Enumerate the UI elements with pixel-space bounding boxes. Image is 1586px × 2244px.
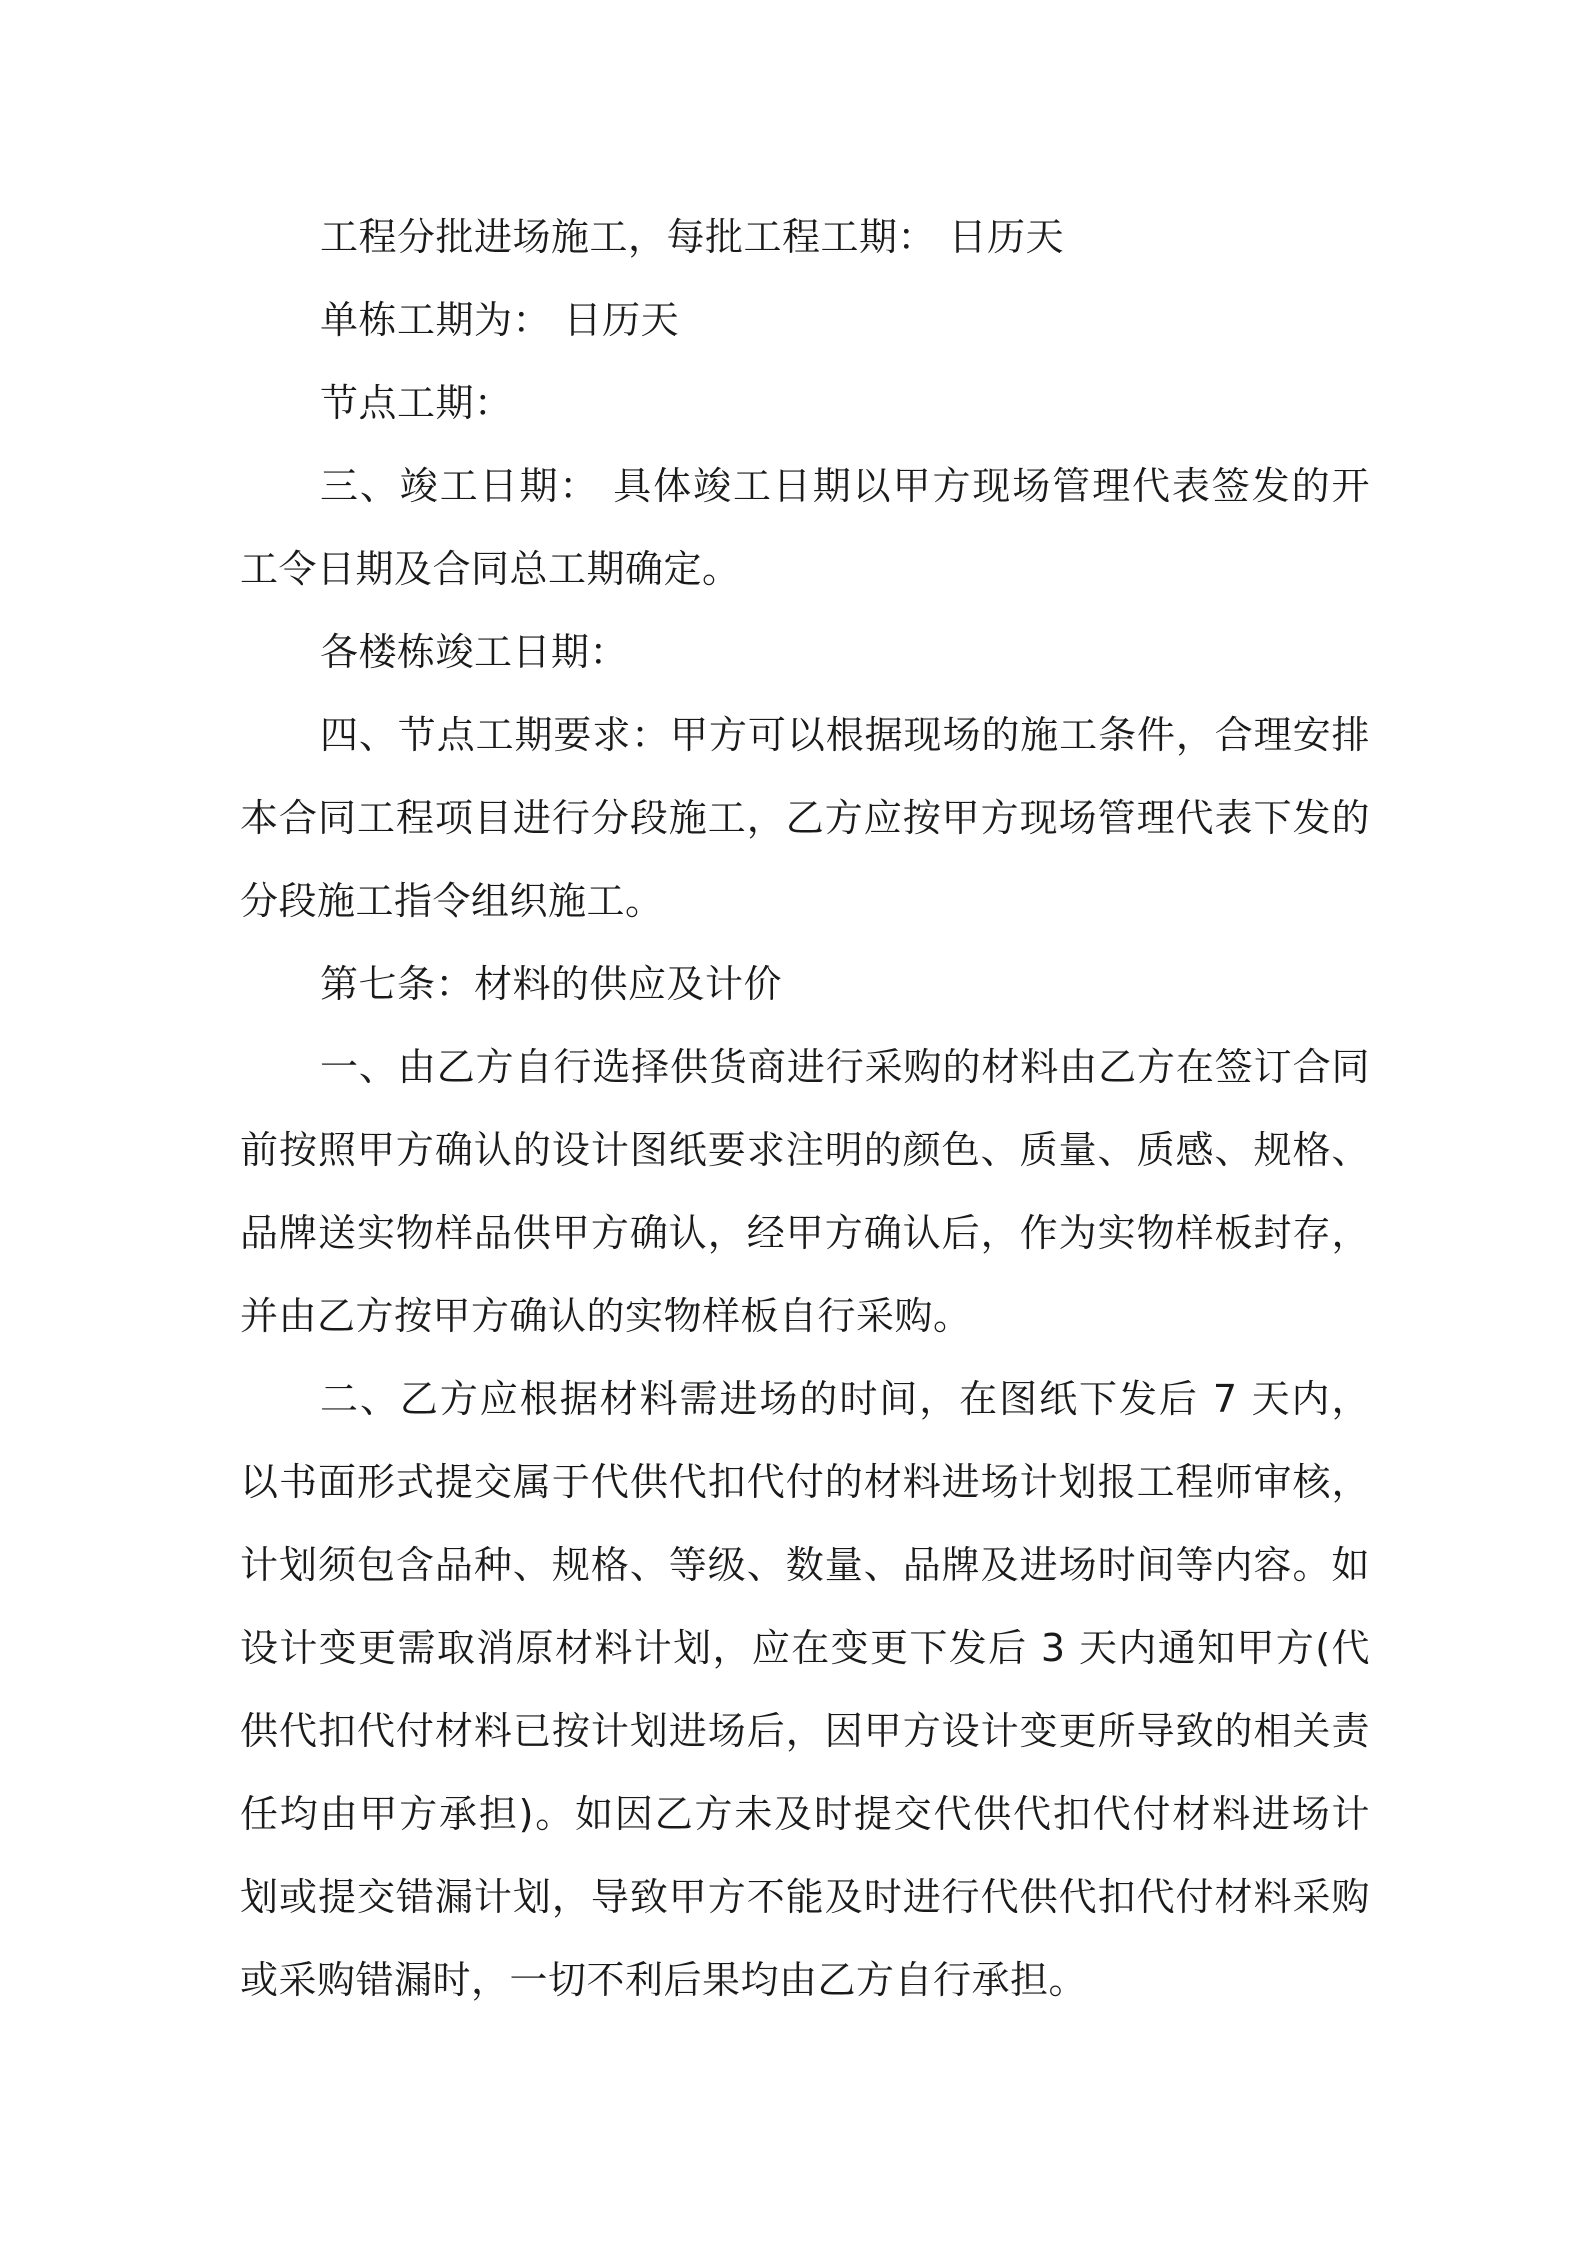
paragraph-milestone-schedule: 节点工期： bbox=[320, 381, 513, 425]
section-heading-article-7: 第七条：材料的供应及计价 bbox=[320, 962, 783, 1006]
paragraph-material-procurement: 一、由乙方自行选择供货商进行采购的材料由乙方在签订合同前按照甲方确认的设计图纸要求注明的颜色、质量、质感、规格、品牌送实物样品供甲方确认，经甲方确认后，作为实物样板封存，并由乙方按甲方确认的实物样板自行采购。 bbox=[240, 1045, 1370, 1338]
paragraph-single-building-schedule: 单栋工期为： 日历天 bbox=[320, 298, 680, 342]
paragraph-phase-schedule: 工程分批进场施工，每批工程工期： 日历天 bbox=[320, 215, 1065, 259]
paragraph-building-completion-dates: 各楼栋竣工日期： bbox=[320, 630, 629, 674]
paragraph-material-entry-plan: 二、乙方应根据材料需进场的时间，在图纸下发后 7 天内，以书面形式提交属于代供代扣代付的材料进场计划报工程师审核，计划须包含品种、规格、等级、数量、品牌及进场时间等内容。如设计变更需取消原材料计划，应在变更下发后 3 天内通知甲方(代供代扣代付材料已按计划进场后，因甲方设计变更所导致的相关责任均由甲方承担)。如因乙方未及时提交代供代扣代付材料进场计划或提交错漏计划，导致甲方不能及时进行代供代扣代付材料采购或采购错漏时，一切不利后果均由乙方自行承担。 bbox=[240, 1377, 1370, 2002]
paragraph-completion-date: 三、竣工日期： 具体竣工日期以甲方现场管理代表签发的开工令日期及合同总工期确定。 bbox=[240, 464, 1370, 591]
document-body bbox=[240, 196, 1370, 2022]
paragraph-milestone-requirements: 四、节点工期要求：甲方可以根据现场的施工条件，合理安排本合同工程项目进行分段施工，乙方应按甲方现场管理代表下发的分段施工指令组织施工。 bbox=[240, 713, 1370, 923]
